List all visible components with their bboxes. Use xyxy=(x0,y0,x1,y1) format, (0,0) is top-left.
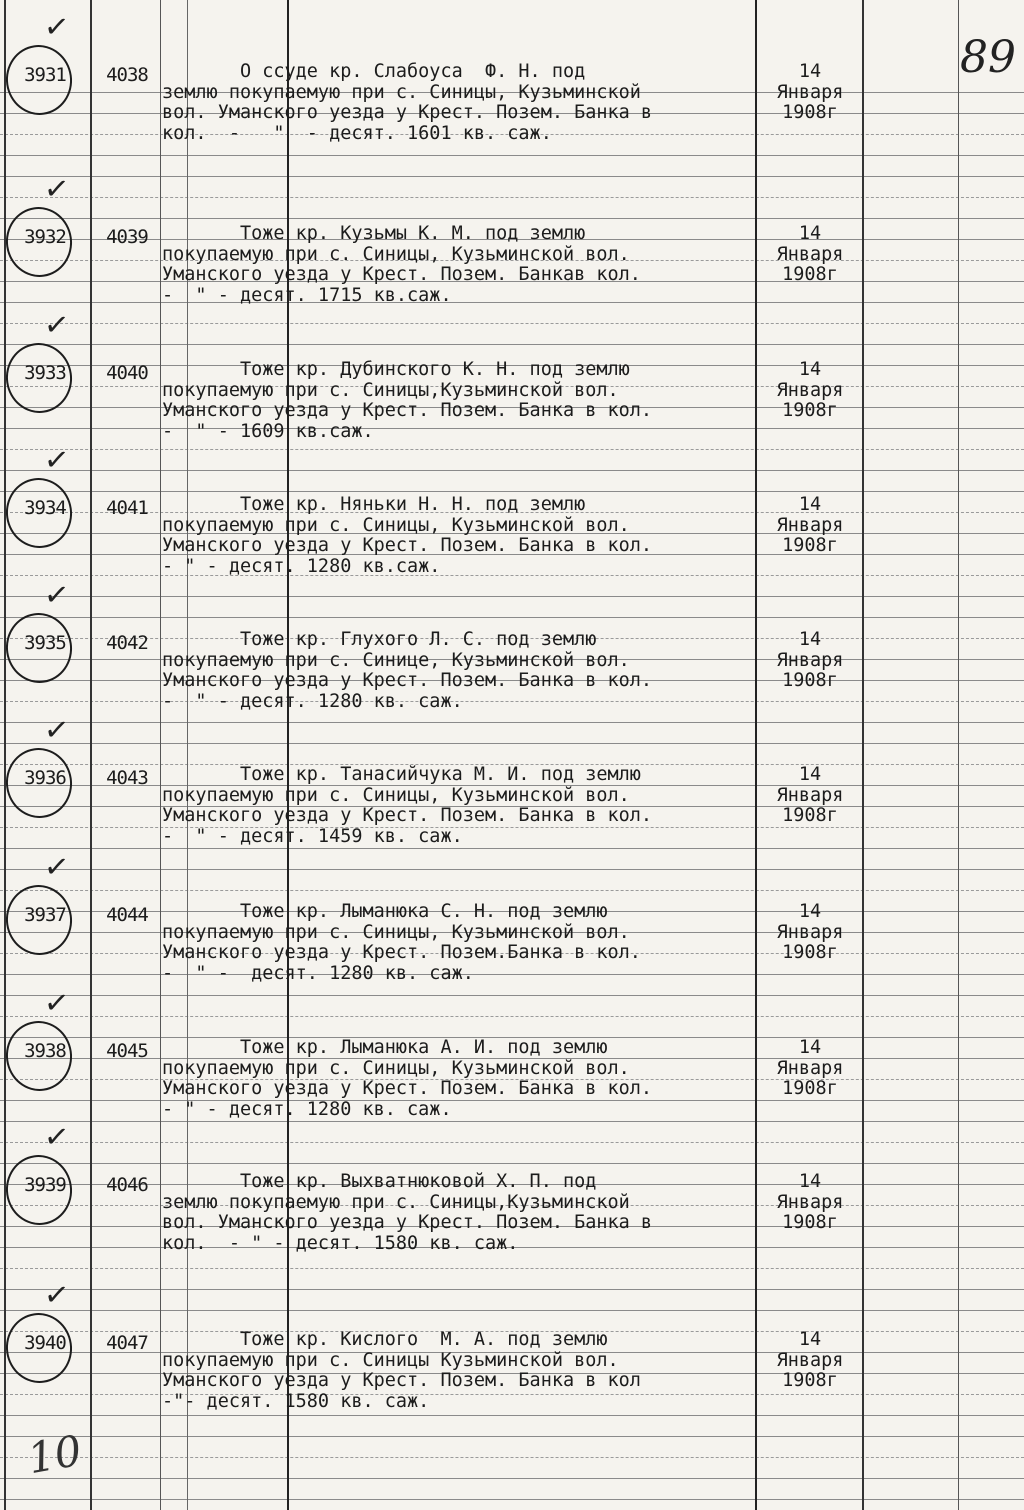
description-line: Тоже кр. Лыманюка С. Н. под землю xyxy=(162,901,608,922)
date-line: 1908г xyxy=(782,1212,838,1233)
description-line: Уманского уезда у Крест. Позем. Банка в кол. xyxy=(162,1078,653,1099)
date-line: Января xyxy=(776,379,844,401)
entry-number-new: 4045 xyxy=(106,1040,148,1062)
description-line: Уманского уезда у Крест. Позем. Банка в кол. xyxy=(162,670,653,691)
description-line: Уманского уезда у Крест. Позем. Банка в кол. xyxy=(162,400,653,421)
date-line: Января xyxy=(776,784,844,806)
entry-date xyxy=(760,1038,860,1100)
checkmark-icon: ✓ xyxy=(42,1118,71,1157)
description-line: - " - десят. 1459 кв. саж. xyxy=(162,825,463,847)
checkmark-icon: ✓ xyxy=(42,170,71,209)
description-line: покупаемую при с. Синице, Кузьминской вол. xyxy=(162,649,630,671)
date-line: Января xyxy=(776,1057,844,1079)
checkmark-icon: ✓ xyxy=(42,576,71,615)
entry-number-old: 3937 xyxy=(24,904,66,926)
ruled-line xyxy=(0,1499,1024,1500)
date-line: 1908г xyxy=(782,400,838,421)
description-line: Уманского уезда у Крест. Позем. Банкав кол. xyxy=(162,264,641,285)
description-line: Тоже кр. Выхватнюковой Х. П. под xyxy=(162,1171,597,1192)
description-line: покупаемую при с. Синицы Кузьминской вол. xyxy=(162,1349,619,1371)
entry-number-old: 3938 xyxy=(24,1040,66,1062)
description-line: Уманского уезда у Крест. Позем. Банка в кол. xyxy=(162,805,653,826)
description-line: - " - десят. 1280 кв. саж. xyxy=(162,962,474,984)
date-line: 14 xyxy=(798,901,822,922)
entry-number-new: 4039 xyxy=(106,226,148,248)
entry-description xyxy=(162,495,762,577)
description-line: -"- десят. 1580 кв. саж. xyxy=(162,1390,430,1412)
entry-description xyxy=(162,1330,762,1412)
description-line: Тоже кр. Кислого М. А. под землю xyxy=(162,1329,608,1350)
date-line: 1908г xyxy=(782,942,838,963)
date-line: 1908г xyxy=(782,805,838,826)
entry-description xyxy=(162,224,762,306)
ledger-entry xyxy=(0,170,1024,370)
description-line: Тоже кр. Дубинского К. Н. под землю xyxy=(162,359,630,380)
description-line: Уманского уезда у Крест. Позем. Банка в кол xyxy=(162,1370,641,1391)
description-line: - " - десят. 1280 кв. саж. xyxy=(162,690,463,712)
date-line: 14 xyxy=(798,764,822,785)
entry-date xyxy=(760,62,860,124)
entry-number-old: 3931 xyxy=(24,64,66,86)
entry-description xyxy=(162,62,762,144)
checkmark-icon: ✓ xyxy=(42,848,71,887)
page-number: 89 xyxy=(960,32,1016,83)
description-line: покупаемую при с. Синицы, Кузьминской вол. xyxy=(162,784,630,806)
entry-date xyxy=(760,902,860,964)
date-line: Января xyxy=(776,649,844,671)
date-line: Января xyxy=(776,1191,844,1213)
entry-date xyxy=(760,765,860,827)
description-line: землю покупаемую при с. Синицы, Кузьминской xyxy=(162,81,641,103)
entry-description xyxy=(162,765,762,847)
entry-number-new: 4042 xyxy=(106,632,148,654)
entry-number-new: 4043 xyxy=(106,767,148,789)
date-line: 14 xyxy=(798,359,822,380)
checkmark-icon: ✓ xyxy=(42,1276,71,1315)
entry-description xyxy=(162,902,762,984)
entry-number-old: 3940 xyxy=(24,1332,66,1354)
ledger-entry xyxy=(0,1276,1024,1476)
entry-date xyxy=(760,1172,860,1234)
description-line: покупаемую при с. Синицы, Кузьминской вол. xyxy=(162,514,630,536)
checkmark-icon: ✓ xyxy=(42,984,71,1023)
date-line: 14 xyxy=(798,494,822,515)
date-line: 1908г xyxy=(782,1370,838,1391)
entry-number-old: 3932 xyxy=(24,226,66,248)
date-line: Января xyxy=(776,243,844,265)
description-line: - " - 1609 кв.саж. xyxy=(162,420,374,442)
entry-number-new: 4038 xyxy=(106,64,148,86)
description-line: кол. - " - десят. 1601 кв. саж. xyxy=(162,122,552,144)
description-line: Уманского уезда у Крест. Позем.Банка в кол. xyxy=(162,942,641,963)
checkmark-icon: ✓ xyxy=(42,711,71,750)
ledger-entry xyxy=(0,306,1024,506)
checkmark-icon: ✓ xyxy=(42,306,71,345)
description-line: покупаемую при с. Синицы, Кузьминской вол. xyxy=(162,921,630,943)
ledger-entry xyxy=(0,1118,1024,1318)
entry-date xyxy=(760,224,860,286)
description-line: покупаемую при с. Синицы, Кузьминской вол. xyxy=(162,1057,630,1079)
entry-number-new: 4041 xyxy=(106,497,148,519)
description-line: землю покупаемую при с. Синицы,Кузьминской xyxy=(162,1191,630,1213)
entry-number-old: 3935 xyxy=(24,632,66,654)
handwritten-footer-mark: 10 xyxy=(24,1425,86,1484)
date-line: 14 xyxy=(798,61,822,82)
description-line: Тоже кр. Лыманюка А. И. под землю xyxy=(162,1037,608,1058)
checkmark-icon: ✓ xyxy=(42,441,71,480)
description-line: Тоже кр. Глухого Л. С. под землю xyxy=(162,629,597,650)
ledger-entry xyxy=(0,984,1024,1184)
ledger-entry xyxy=(0,441,1024,641)
description-line: - " - десят. 1280 кв.саж. xyxy=(162,555,441,577)
description-line: вол. Уманского уезда у Крест. Позем. Банка в xyxy=(162,102,653,123)
entry-date xyxy=(760,1330,860,1392)
description-line: Тоже кр. Няньки Н. Н. под землю xyxy=(162,494,586,515)
description-line: - " - десят. 1280 кв. саж. xyxy=(162,1098,452,1120)
entry-description xyxy=(162,1038,762,1120)
description-line: Тоже кр. Танасийчука М. И. под землю xyxy=(162,764,641,785)
date-line: 1908г xyxy=(782,264,838,285)
ledger-entry xyxy=(0,576,1024,776)
description-line: покупаемую при с. Синицы,Кузьминской вол. xyxy=(162,379,619,401)
ledger-entry xyxy=(0,848,1024,1048)
entry-number-new: 4044 xyxy=(106,904,148,926)
entry-number-new: 4046 xyxy=(106,1174,148,1196)
ruled-line xyxy=(0,218,1024,219)
description-line: Уманского уезда у Крест. Позем. Банка в кол. xyxy=(162,535,653,556)
date-line: Января xyxy=(776,514,844,536)
date-line: 1908г xyxy=(782,102,838,123)
date-line: 1908г xyxy=(782,1078,838,1099)
entry-description xyxy=(162,360,762,442)
description-line: Тоже кр. Кузьмы К. М. под землю xyxy=(162,223,586,244)
date-line: 1908г xyxy=(782,670,838,691)
date-line: Января xyxy=(776,81,844,103)
date-line: Января xyxy=(776,921,844,943)
entry-description xyxy=(162,1172,762,1254)
entry-date xyxy=(760,630,860,692)
date-line: 14 xyxy=(798,1037,822,1058)
date-line: 1908г xyxy=(782,535,838,556)
entry-date xyxy=(760,495,860,557)
date-line: 14 xyxy=(798,629,822,650)
entry-number-new: 4040 xyxy=(106,362,148,384)
date-line: 14 xyxy=(798,223,822,244)
ruled-line xyxy=(0,1478,1024,1479)
entry-description xyxy=(162,630,762,712)
entry-date xyxy=(760,360,860,422)
date-line: 14 xyxy=(798,1329,822,1350)
entry-number-old: 3936 xyxy=(24,767,66,789)
entry-number-new: 4047 xyxy=(106,1332,148,1354)
description-line: О ссуде кр. Слабоуса Ф. Н. под xyxy=(162,61,586,82)
entry-number-old: 3939 xyxy=(24,1174,66,1196)
checkmark-icon: ✓ xyxy=(42,8,71,47)
date-line: Января xyxy=(776,1349,844,1371)
description-line: вол. Уманского уезда у Крест. Позем. Банка в xyxy=(162,1212,653,1233)
description-line: покупаемую при с. Синицы, Кузьминской вол. xyxy=(162,243,630,265)
ledger-entry xyxy=(0,711,1024,911)
description-line: - " - десят. 1715 кв.саж. xyxy=(162,284,452,306)
description-line: кол. - " - десят. 1580 кв. саж. xyxy=(162,1232,519,1254)
entry-number-old: 3934 xyxy=(24,497,66,519)
date-line: 14 xyxy=(798,1171,822,1192)
entry-number-old: 3933 xyxy=(24,362,66,384)
